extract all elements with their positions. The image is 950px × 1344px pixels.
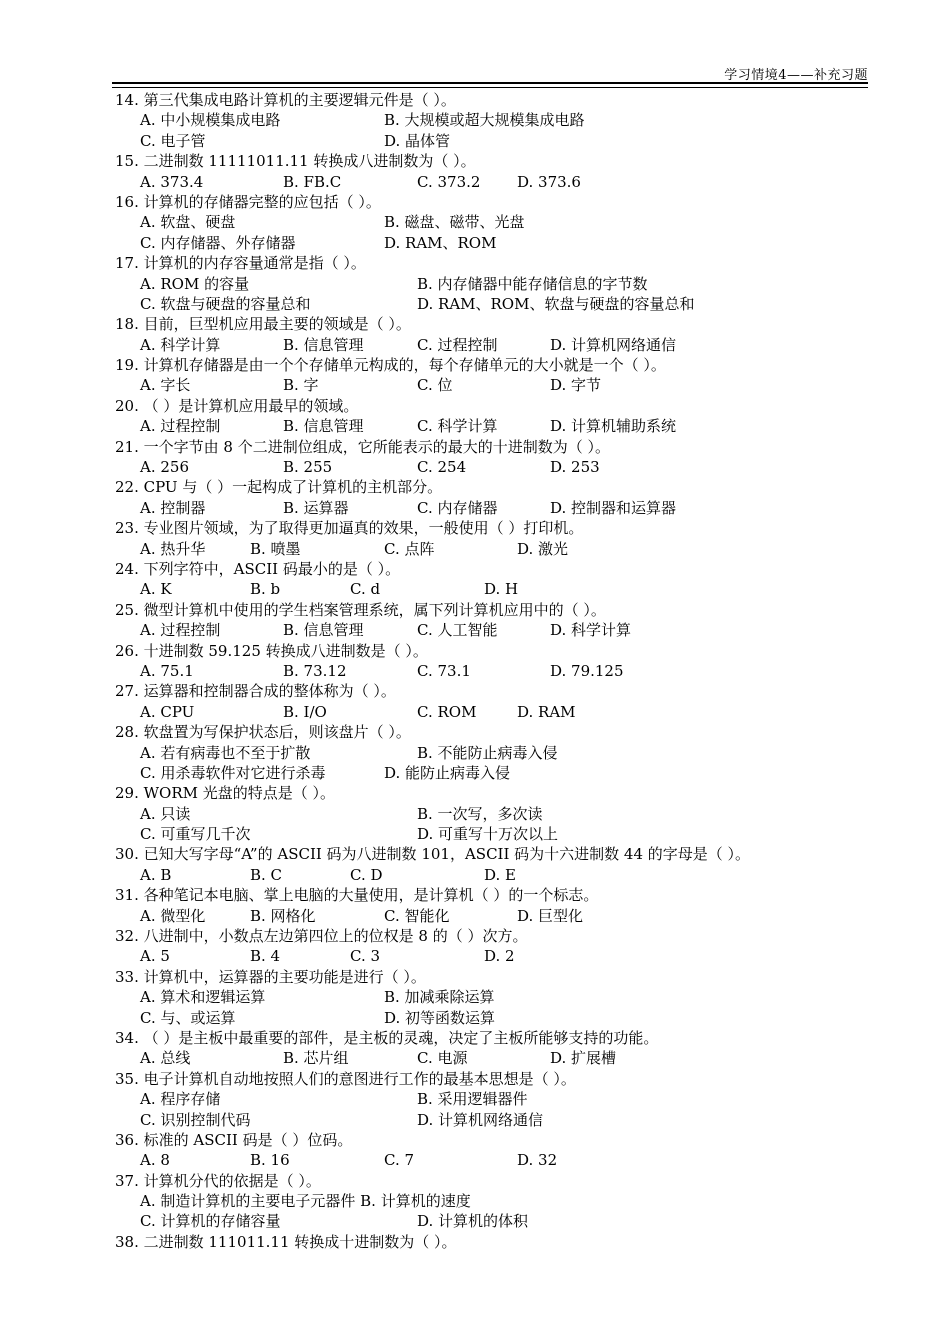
question-stem: 20. （ ）是计算机应用最早的领域。 xyxy=(115,396,359,415)
answer-option: B. 运算器 xyxy=(283,498,349,517)
answer-option: D. 计算机网络通信 xyxy=(550,335,677,354)
question-stem: 23. 专业图片领域，为了取得更加逼真的效果，一般使用（ ）打印机。 xyxy=(115,519,584,538)
option-row xyxy=(112,274,872,294)
option-row xyxy=(112,1048,872,1068)
answer-option: C. 智能化 xyxy=(384,906,450,925)
answer-option: B. 加减乘除运算 xyxy=(384,988,495,1007)
option-row xyxy=(112,1211,872,1231)
option-row xyxy=(112,131,872,151)
option-row xyxy=(112,987,872,1007)
page-header xyxy=(112,62,868,88)
question-stem: 21. 一个字节由 8 个二进制位组成，它所能表示的最大的十进制数为（ ）。 xyxy=(115,437,610,456)
answer-option: A. K xyxy=(140,580,172,599)
option-row xyxy=(112,804,872,824)
answer-option: B. b xyxy=(250,580,281,599)
option-row xyxy=(112,702,872,722)
answer-option: C. 内存储器、外存储器 xyxy=(140,233,296,252)
option-row xyxy=(112,294,872,314)
answer-option: C. 过程控制 xyxy=(417,335,498,354)
answer-option: A. CPU xyxy=(140,702,195,721)
option-row xyxy=(112,539,872,559)
answer-option: C. 7 xyxy=(384,1151,415,1170)
option-row xyxy=(112,946,872,966)
answer-option: D. 计算机辅助系统 xyxy=(550,417,677,436)
question-stem: 31. 各种笔记本电脑、掌上电脑的大量使用，是计算机（ ）的一个标志。 xyxy=(115,886,599,905)
answer-option: C. 识别控制代码 xyxy=(140,1110,251,1129)
answer-option: A. ROM 的容量 xyxy=(140,274,250,293)
answer-option: D. 32 xyxy=(517,1151,558,1170)
answer-option: A. 程序存储 xyxy=(140,1090,221,1109)
answer-option: D. RAM xyxy=(517,702,576,721)
option-row xyxy=(112,1150,872,1170)
answer-option: A. B xyxy=(140,865,172,884)
answer-option: C. 点阵 xyxy=(384,539,435,558)
question-stem: 22. CPU 与（ ）一起构成了计算机的主机部分。 xyxy=(115,478,443,497)
question-stem: 38. 二进制数 111011.11 转换成十进制数为（ ）。 xyxy=(115,1232,457,1251)
answer-option: B. 16 xyxy=(250,1151,290,1170)
answer-option: C. 373.2 xyxy=(417,172,481,191)
answer-option: D. 计算机的体积 xyxy=(417,1212,529,1231)
option-row xyxy=(112,233,872,253)
answer-option: D. 激光 xyxy=(517,539,569,558)
answer-option: B. 73.12 xyxy=(283,661,347,680)
option-row xyxy=(112,375,872,395)
answer-option: A. 软盘、硬盘 xyxy=(140,213,236,232)
question-stem: 19. 计算机存储器是由一个个存储单元构成的，每个存储单元的大小就是一个（ ）。 xyxy=(115,356,666,375)
answer-option: C. 人工智能 xyxy=(417,621,498,640)
question-stem: 28. 软盘置为写保护状态后，则该盘片（ ）。 xyxy=(115,723,411,742)
answer-option: D. RAM、ROM xyxy=(384,233,497,252)
answer-option: A. 过程控制 xyxy=(140,621,221,640)
question-stem: 32. 八进制中，小数点左边第四位上的位权是 8 的（ ）次方。 xyxy=(115,927,528,946)
option-row xyxy=(112,743,872,763)
answer-option: C. 内存储器 xyxy=(417,498,498,517)
option-row xyxy=(112,865,872,885)
answer-option: D. 晶体管 xyxy=(384,131,451,150)
answer-option: D. 初等函数运算 xyxy=(384,1008,496,1027)
answer-option: A. 373.4 xyxy=(140,172,204,191)
answer-option: A. 算术和逻辑运算 xyxy=(140,988,266,1007)
answer-option: D. 可重写十万次以上 xyxy=(417,825,559,844)
option-row xyxy=(112,1008,872,1028)
answer-option: C. 计算机的存储容量 xyxy=(140,1212,281,1231)
option-row xyxy=(112,457,872,477)
answer-option: A. 字长 xyxy=(140,376,191,395)
option-row xyxy=(112,661,872,681)
option-row xyxy=(112,579,872,599)
answer-option: A. 若有病毒也不至于扩散 xyxy=(140,743,311,762)
question-stem: 25. 微型计算机中使用的学生档案管理系统，属下列计算机应用中的（ ）。 xyxy=(115,600,606,619)
answer-option: C. 电子管 xyxy=(140,131,206,150)
answer-option: B. I/O xyxy=(283,702,327,721)
header-rule-thick xyxy=(112,82,868,84)
answer-option: D. 控制器和运算器 xyxy=(550,498,677,517)
answer-option: D. 253 xyxy=(550,458,600,477)
header-title: 学习情境4——补充习题 xyxy=(724,68,868,83)
answer-option: B. 磁盘、磁带、光盘 xyxy=(384,213,525,232)
question-list xyxy=(112,90,872,1252)
option-row xyxy=(112,763,872,783)
answer-option: D. 能防止病毒入侵 xyxy=(384,763,511,782)
question-stem: 14. 第三代集成电路计算机的主要逻辑元件是（ ）。 xyxy=(115,91,456,109)
answer-option: C. 254 xyxy=(417,458,467,477)
question-stem: 24. 下列字符中，ASCII 码最小的是（ ）。 xyxy=(115,559,401,578)
question-stem: 27. 运算器和控制器合成的整体称为（ ）。 xyxy=(115,682,396,701)
answer-option: B. FB.C xyxy=(283,172,342,191)
answer-option: D. H xyxy=(484,580,519,599)
answer-option: A. 制造计算机的主要电子元器件 B. 计算机的速度 xyxy=(140,1192,471,1211)
option-row xyxy=(112,1191,872,1211)
answer-option: D. 科学计算 xyxy=(550,621,632,640)
answer-option: A. 热升华 xyxy=(140,539,206,558)
answer-option: A. 256 xyxy=(140,458,189,477)
option-row xyxy=(112,1110,872,1130)
answer-option: B. 信息管理 xyxy=(283,335,364,354)
question-stem: 29. WORM 光盘的特点是（ ）。 xyxy=(115,784,336,803)
question-stem: 35. 电子计算机自动地按照人们的意图进行工作的最基本思想是（ ）。 xyxy=(115,1069,576,1088)
answer-option: B. C xyxy=(250,865,283,884)
answer-option: C. 位 xyxy=(417,376,453,395)
answer-option: C. 软盘与硬盘的容量总和 xyxy=(140,294,311,313)
option-row xyxy=(112,416,872,436)
answer-option: C. 与、或运算 xyxy=(140,1008,236,1027)
answer-option: B. 采用逻辑器件 xyxy=(417,1090,528,1109)
option-row xyxy=(112,620,872,640)
answer-option: D. RAM、ROM、软盘与硬盘的容量总和 xyxy=(417,294,695,313)
answer-option: D. 79.125 xyxy=(550,661,624,680)
answer-option: C. d xyxy=(350,580,381,599)
question-stem: 37. 计算机分代的依据是（ ）。 xyxy=(115,1171,321,1190)
answer-option: B. 信息管理 xyxy=(283,417,364,436)
answer-option: D. 2 xyxy=(484,947,515,966)
answer-option: B. 大规模或超大规模集成电路 xyxy=(384,111,585,130)
question-stem: 15. 二进制数 11111011.11 转换成八进制数为（ ）。 xyxy=(115,152,476,171)
question-stem: 17. 计算机的内存容量通常是指（ ）。 xyxy=(115,254,366,273)
answer-option: A. 75.1 xyxy=(140,661,194,680)
answer-option: D. 扩展槽 xyxy=(550,1049,617,1068)
option-row xyxy=(112,824,872,844)
option-row xyxy=(112,172,872,192)
option-row xyxy=(112,335,872,355)
answer-option: D. E xyxy=(484,865,516,884)
answer-option: C. 3 xyxy=(350,947,381,966)
header-rule-thin xyxy=(112,87,868,88)
question-stem: 33. 计算机中，运算器的主要功能是进行（ ）。 xyxy=(115,967,426,986)
answer-option: B. 255 xyxy=(283,458,333,477)
answer-option: C. 电源 xyxy=(417,1049,468,1068)
option-row xyxy=(112,906,872,926)
answer-option: C. ROM xyxy=(417,702,477,721)
answer-option: A. 中小规模集成电路 xyxy=(140,111,281,130)
question-stem: 18. 目前，巨型机应用最主要的领域是（ ）。 xyxy=(115,315,411,334)
option-row xyxy=(112,498,872,518)
option-row xyxy=(112,1089,872,1109)
answer-option: C. 可重写几千次 xyxy=(140,825,251,844)
answer-option: D. 373.6 xyxy=(517,172,581,191)
answer-option: B. 不能防止病毒入侵 xyxy=(417,743,558,762)
answer-option: C. 科学计算 xyxy=(417,417,498,436)
answer-option: A. 8 xyxy=(140,1151,170,1170)
answer-option: C. D xyxy=(350,865,383,884)
answer-option: A. 微型化 xyxy=(140,906,206,925)
answer-option: B. 4 xyxy=(250,947,281,966)
answer-option: B. 芯片组 xyxy=(283,1049,349,1068)
answer-option: A. 只读 xyxy=(140,804,191,823)
answer-option: C. 73.1 xyxy=(417,661,471,680)
question-stem: 34. （ ）是主板中最重要的部件，是主板的灵魂，决定了主板所能够支持的功能。 xyxy=(115,1028,659,1047)
answer-option: B. 信息管理 xyxy=(283,621,364,640)
answer-option: D. 计算机网络通信 xyxy=(417,1110,544,1129)
answer-option: D. 巨型化 xyxy=(517,906,584,925)
question-stem: 26. 十进制数 59.125 转换成八进制数是（ ）。 xyxy=(115,641,428,660)
answer-option: B. 喷墨 xyxy=(250,539,301,558)
answer-option: D. 字节 xyxy=(550,376,602,395)
option-row xyxy=(112,110,872,130)
answer-option: B. 一次写，多次读 xyxy=(417,804,543,823)
answer-option: A. 科学计算 xyxy=(140,335,221,354)
answer-option: A. 5 xyxy=(140,947,170,966)
answer-option: B. 字 xyxy=(283,376,319,395)
question-stem: 36. 标准的 ASCII 码是（ ）位码。 xyxy=(115,1130,353,1149)
answer-option: B. 内存储器中能存储信息的字节数 xyxy=(417,274,648,293)
answer-option: C. 用杀毒软件对它进行杀毒 xyxy=(140,763,326,782)
answer-option: A. 过程控制 xyxy=(140,417,221,436)
question-stem: 30. 已知大写字母“A”的 ASCII 码为八进制数 101，ASCII 码为十六进制数 44 的字母是（ ）。 xyxy=(115,845,751,864)
question-stem: 16. 计算机的存储器完整的应包括（ ）。 xyxy=(115,192,381,211)
option-row xyxy=(112,212,872,232)
answer-option: B. 网格化 xyxy=(250,906,316,925)
answer-option: A. 总线 xyxy=(140,1049,191,1068)
answer-option: A. 控制器 xyxy=(140,498,206,517)
